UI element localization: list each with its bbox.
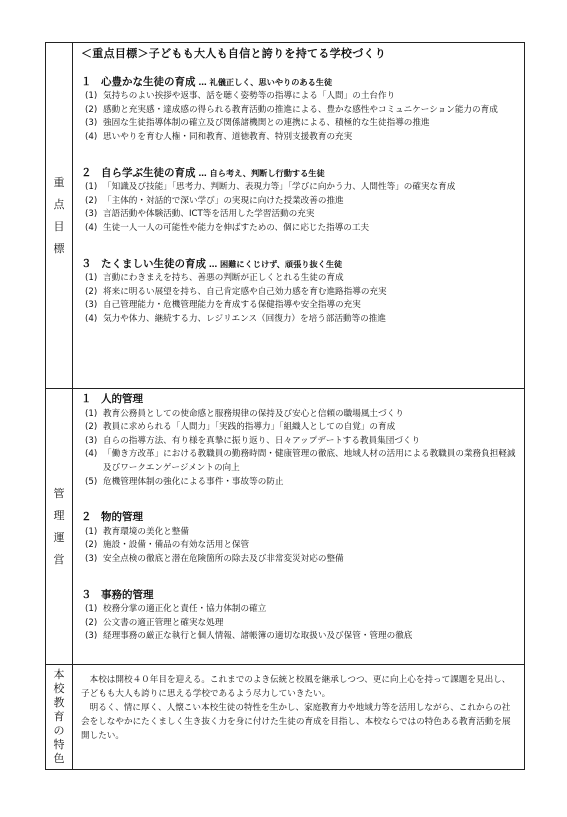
item-number: (2) [85, 617, 98, 628]
goals-label-char: 目 [53, 219, 65, 233]
section-subtitle: … 自ら考え、判断し行動する生徒 [198, 167, 325, 178]
item-text: 言動にわきまえを持ち、善悪の判断が正しくとれる生徒の育成 [103, 273, 344, 284]
item-number: (1) [85, 526, 98, 537]
item-number: (2) [85, 286, 98, 297]
section-number: ２ [81, 511, 92, 524]
school-plan-table [45, 42, 525, 770]
section-number: ２ [81, 166, 92, 179]
goals-label-char: 点 [53, 197, 65, 211]
list-item [81, 421, 518, 435]
goals-label-char: 重 [53, 175, 65, 189]
management-label-char: 理 [53, 508, 65, 522]
management-label [46, 389, 73, 665]
item-number: (3) [85, 631, 98, 642]
section-number: ３ [81, 257, 92, 270]
list-item [81, 603, 518, 617]
list-item [81, 286, 518, 300]
management-row [46, 389, 525, 665]
item-number: (4) [85, 313, 98, 324]
item-number: (1) [85, 408, 98, 419]
key-goal-headline: ＜重点目標＞子どもも大人も自信と誇りを持てる学校づくり [81, 47, 387, 60]
list-item [81, 90, 518, 104]
item-text: 危機管理体制の強化による事件・事故等の防止 [103, 476, 284, 487]
section-subtitle: … 礼儀正しく、思いやりのある生徒 [198, 76, 333, 87]
section-number: １ [81, 393, 92, 405]
section-heading [81, 393, 518, 408]
list-item [81, 617, 518, 631]
list-item [81, 630, 518, 644]
section-heading [81, 76, 518, 91]
item-text: 将来に明るい展望を持ち、自己肯定感や自己効力感を育む進路指導の充実 [103, 286, 387, 297]
item-number: (1) [85, 182, 98, 193]
goals-label-char: 標 [53, 241, 65, 255]
item-number: (2) [85, 540, 98, 551]
feature-label [46, 665, 73, 770]
item-number: (2) [85, 422, 98, 433]
item-text: 施設・設備・備品の有効な活用と保管 [103, 540, 250, 551]
item-number: (1) [85, 604, 98, 615]
item-text: 生徒一人一人の可能性や能力を伸ばすための、個に応じた指導の工夫 [103, 222, 370, 233]
feature-label-char: 育 [53, 710, 65, 723]
item-text: 言語活動や体験活動、ICT等を活用した学習活動の充実 [103, 209, 315, 220]
section-title: 物的管理 [101, 511, 143, 524]
management-label-char: 運 [53, 530, 65, 544]
item-text: 公文書の適正管理と確実な処理 [103, 617, 224, 628]
item-text: 自らの指導方法、有り様を真摯に振り返り、日々アップデートする教員集団づくり [103, 435, 421, 446]
goals-content [73, 43, 525, 389]
item-number: (3) [85, 209, 98, 220]
section-title: 心豊かな生徒の育成 [101, 75, 196, 88]
item-text: 強固な生徒指導体制の確立及び関係諸機関との連携による、積極的な生徒指導の推進 [103, 118, 430, 129]
section-title: 人的管理 [101, 393, 143, 405]
section-number: ３ [81, 588, 92, 601]
item-number: (3) [85, 435, 98, 446]
item-text: 教育公務員としての使命感と服務規律の保持及び安心と信頼の職場風土づくり [103, 408, 404, 419]
item-number: (3) [85, 553, 98, 564]
list-item [81, 195, 518, 209]
management-label-char: 営 [53, 552, 65, 566]
item-text: 感動と充実感・達成感の得られる教育活動の推進による、豊かな感性やコミュニケーション能力の育成 [103, 104, 498, 115]
section-title: たくましい生徒の育成 [101, 257, 206, 270]
list-item [81, 539, 518, 553]
item-text: 思いやりを育む人権・同和教育、道徳教育、特別支援教育の充実 [103, 131, 353, 142]
section-title: 自ら学ぶ生徒の育成 [101, 166, 196, 179]
management-content [73, 389, 525, 665]
item-text: 校務分掌の適正化と責任・協力体制の確立 [103, 604, 267, 615]
list-item [81, 476, 518, 490]
management-label-char: 管 [53, 486, 65, 500]
list-item [81, 131, 518, 145]
section-title: 事務的管理 [101, 588, 154, 601]
section-heading [81, 511, 518, 526]
item-number: (5) [85, 476, 98, 487]
list-item [81, 435, 518, 449]
feature-content [73, 665, 525, 770]
goals-label [46, 43, 73, 389]
item-text: 気持ちのよい挨拶や返事、話を聴く姿勢等の指導による「人間」の土台作り [103, 91, 396, 102]
item-number: (3) [85, 118, 98, 129]
item-text: 気力や体力、継続する力、レジリエンス（回復力）を培う部活動等の推進 [103, 313, 386, 324]
item-text: 教育環境の美化と整備 [103, 526, 189, 537]
item-text: 「働き方改革」における教職員の勤務時間・健康管理の徹底、地域人材の活用による教職員の業務負担軽減及びワークエンゲージメントの向上 [103, 449, 516, 473]
list-item [81, 313, 518, 327]
list-item [81, 408, 518, 422]
section-number: １ [81, 75, 92, 88]
section-heading [81, 589, 518, 604]
feature-label-char: の [53, 724, 65, 737]
item-number: (1) [85, 91, 98, 102]
feature-label-char: 色 [53, 752, 65, 765]
item-text: 「知識及び技能」「思考力、判断力、表現力等」「学びに向かう力、人間性等」の確実な育成 [103, 182, 456, 193]
item-text: 「主体的・対話的で深い学び」の実現に向けた授業改善の推進 [103, 195, 344, 206]
feature-label-char: 特 [53, 738, 65, 751]
list-item [81, 104, 518, 118]
list-item [81, 299, 518, 313]
list-item [81, 181, 518, 195]
feature-paragraph: 明るく、情に厚く、人懐こい本校生徒の特性を生かし、家庭教育力や地域力等を活用しながら、これからの社会をしなやかにたくましく生き抜く力を身に付けた生徒の育成を目指し、本校ならではの特色ある教育活動を展開したい。 [81, 703, 511, 741]
feature-paragraph: 本校は開校４０年目を迎える。これまでのよき伝統と校風を継承しつつ、更に向上心を持って課題を見出し、子どもも大人も誇りに思える学校であるよう尽力していきたい。 [81, 675, 511, 699]
goals-row [46, 43, 525, 389]
item-number: (4) [85, 131, 98, 142]
list-item [81, 526, 518, 540]
feature-row [46, 665, 525, 770]
section-heading [81, 258, 518, 273]
list-item [81, 222, 518, 236]
item-text: 自己管理能力・危機管理能力を育成する保健指導や安全指導の充実 [103, 300, 361, 311]
feature-label-char: 教 [53, 696, 65, 709]
section-heading [81, 167, 518, 182]
list-item [81, 272, 518, 286]
list-item [81, 208, 518, 222]
item-text: 安全点検の徹底と潜在危険箇所の除去及び非常変災対応の整備 [103, 553, 344, 564]
list-item [81, 553, 518, 567]
list-item [81, 448, 518, 475]
item-number: (2) [85, 104, 98, 115]
item-text: 経理事務の厳正な執行と個人情報、諸帳簿の適切な取扱い及び保管・管理の徹底 [103, 631, 413, 642]
feature-label-char: 本 [53, 668, 65, 681]
item-text: 教員に求められる「人間力」「実践的指導力」「組織人としての自覚」の育成 [103, 422, 396, 433]
section-subtitle: … 困難にくじけず、頑張り抜く生徒 [209, 258, 343, 269]
item-number: (4) [85, 449, 98, 460]
item-number: (1) [85, 273, 98, 284]
list-item [81, 117, 518, 131]
item-number: (2) [85, 195, 98, 206]
item-number: (4) [85, 222, 98, 233]
feature-label-char: 校 [53, 682, 65, 695]
item-number: (3) [85, 300, 98, 311]
